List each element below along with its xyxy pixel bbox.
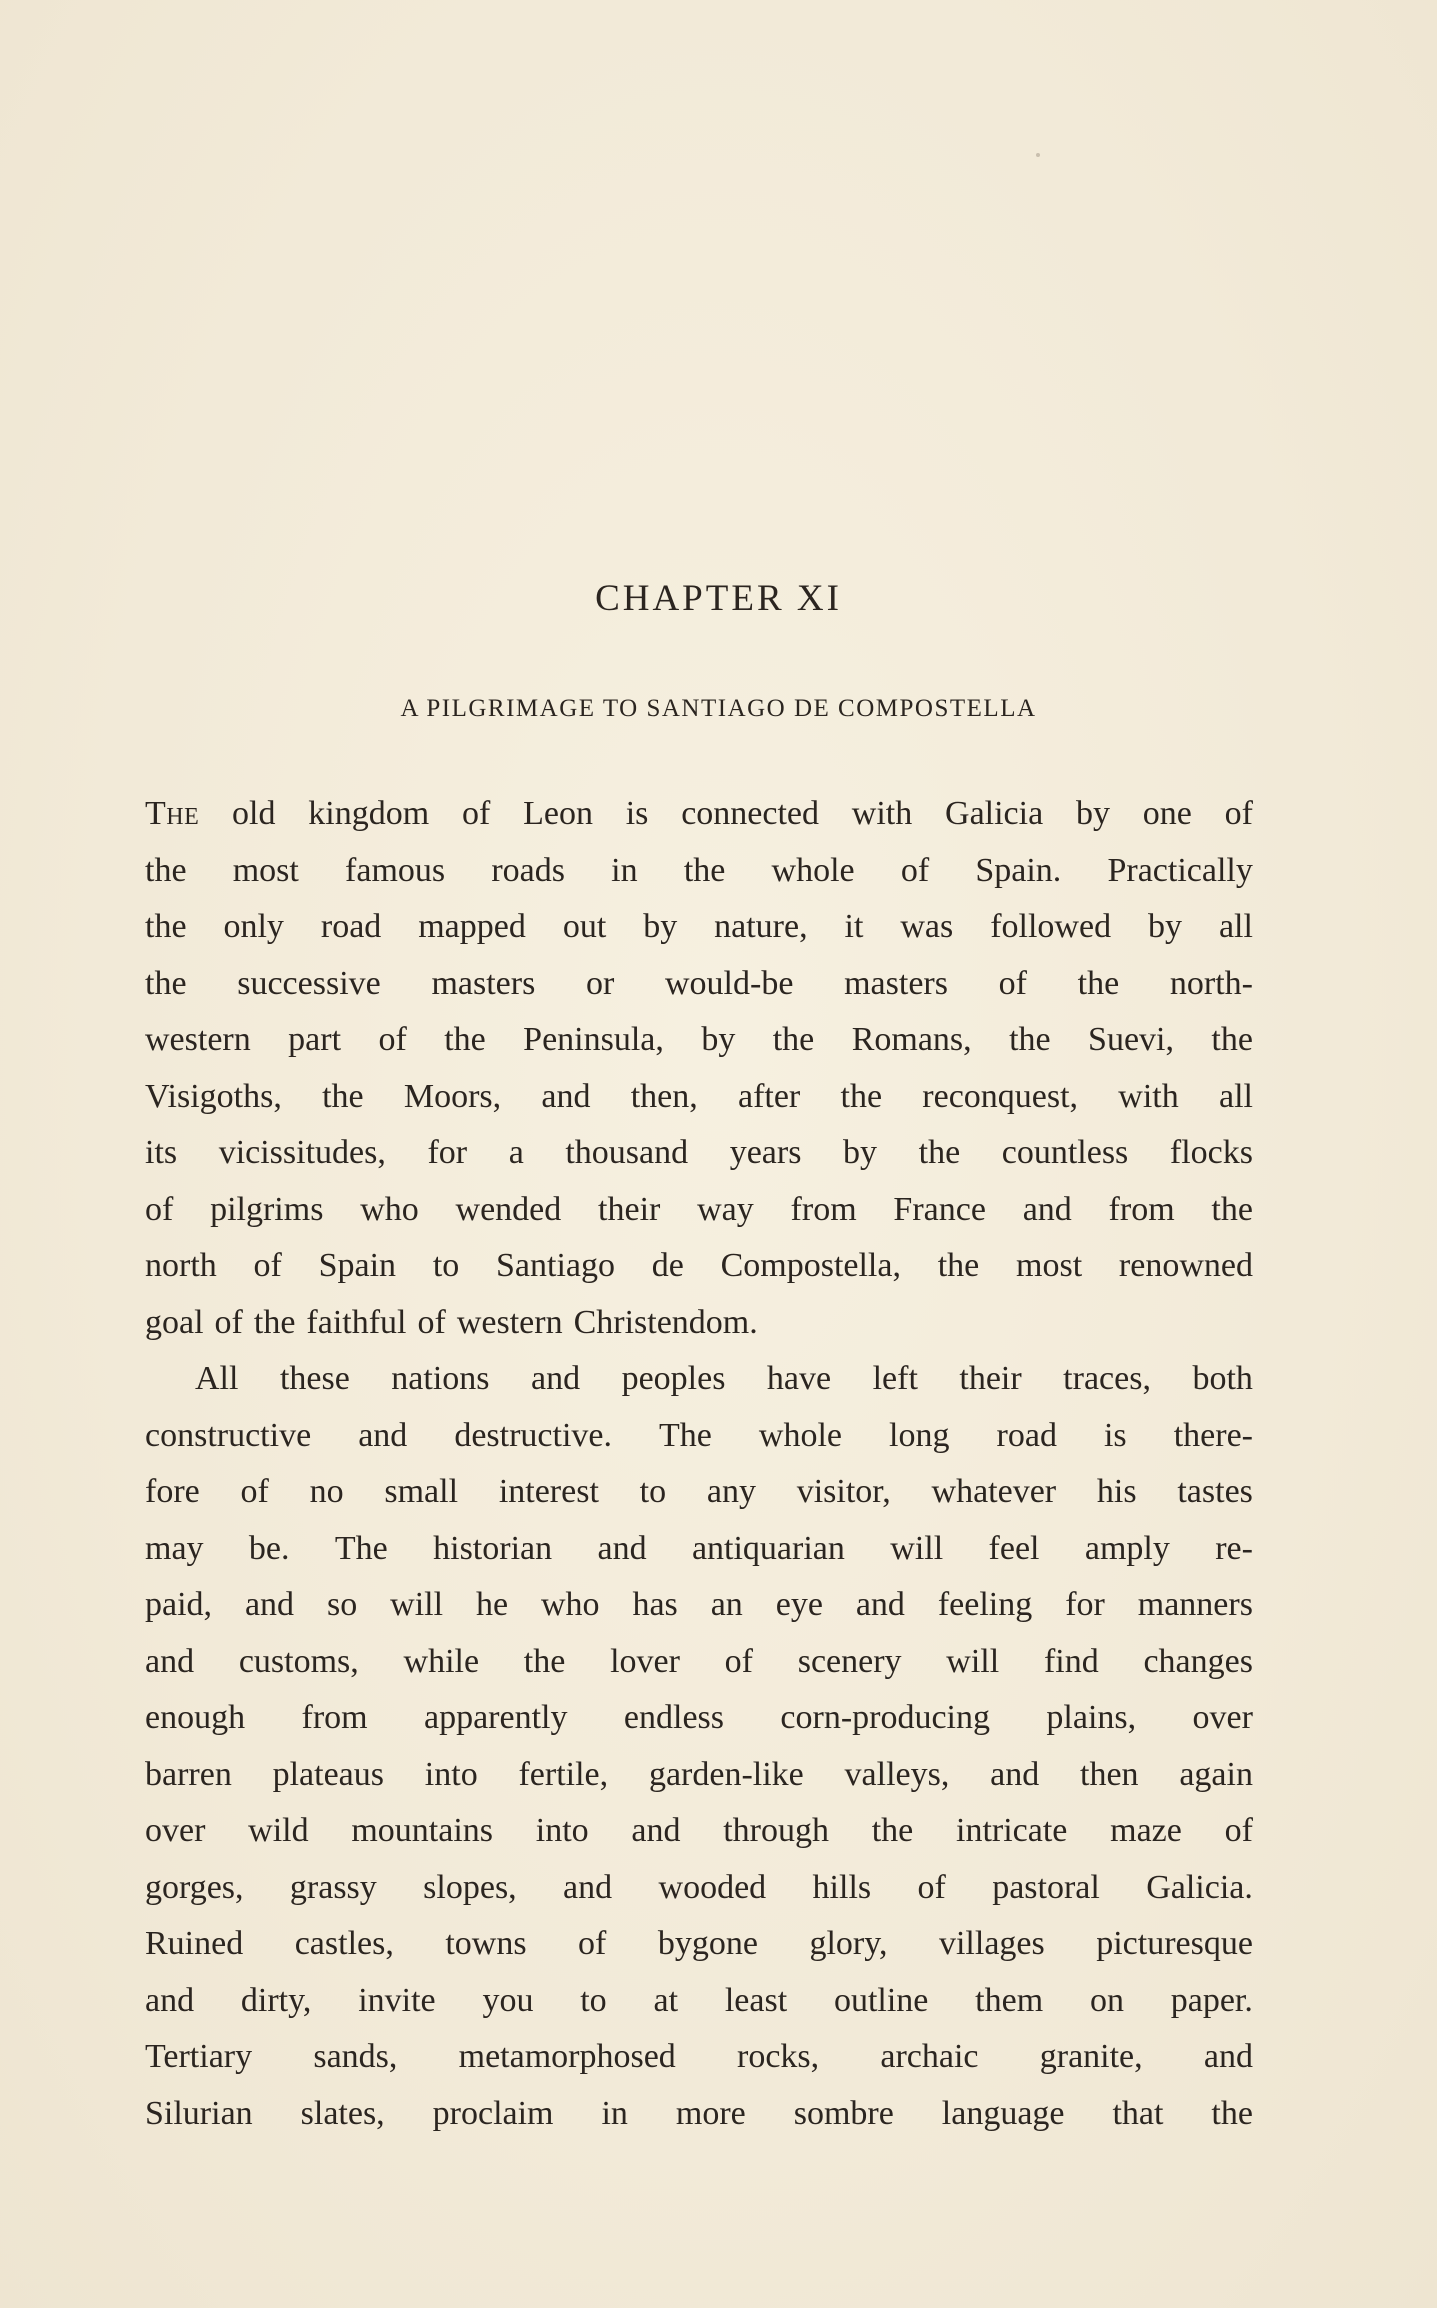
word: the xyxy=(871,1812,914,1849)
word: wild xyxy=(248,1812,309,1849)
word: and xyxy=(855,1586,905,1623)
word: by xyxy=(1148,908,1182,945)
word: endless xyxy=(623,1699,724,1736)
word: their xyxy=(959,1360,1022,1397)
word: small xyxy=(384,1473,459,1510)
word: Spain. xyxy=(975,851,1062,889)
word: corn-producing xyxy=(780,1699,991,1736)
word: barren xyxy=(145,1755,232,1793)
word: glory, xyxy=(809,1925,888,1962)
word: constructive xyxy=(145,1416,312,1454)
word: vicissitudes, xyxy=(218,1134,386,1171)
word: to xyxy=(639,1473,667,1510)
word: intricate xyxy=(956,1812,1068,1849)
word: of xyxy=(578,1925,607,1962)
word: and xyxy=(244,1586,295,1623)
text-line xyxy=(145,2086,1253,2143)
word: any xyxy=(706,1473,756,1510)
word: and xyxy=(145,1981,195,2019)
word: it xyxy=(844,908,864,945)
word: whatever xyxy=(931,1473,1057,1510)
word: the xyxy=(322,1077,364,1115)
word: Tertiary xyxy=(145,2038,253,2075)
word: metamorphosed xyxy=(458,2038,676,2075)
word: slates, xyxy=(300,2094,385,2132)
word: and xyxy=(541,1077,591,1115)
word: Compostella, xyxy=(720,1247,901,1284)
word: the xyxy=(145,851,187,889)
word: masters xyxy=(844,964,948,1002)
word: nations xyxy=(391,1360,490,1397)
chapter-title: CHAPTER XI xyxy=(595,578,842,619)
word: Romans, xyxy=(851,1021,972,1058)
word: of xyxy=(998,964,1027,1002)
word: or xyxy=(585,964,615,1002)
word: Christendom. xyxy=(573,1303,758,1341)
word: by xyxy=(1075,795,1110,832)
word: of xyxy=(214,1303,243,1341)
word: plains, xyxy=(1046,1699,1137,1736)
word: in xyxy=(611,851,638,889)
word: fertile, xyxy=(518,1755,609,1793)
word: of xyxy=(1224,795,1253,832)
word: peoples xyxy=(621,1360,726,1397)
word: them xyxy=(975,1981,1044,2019)
word: of xyxy=(900,851,930,889)
word: years xyxy=(729,1134,802,1171)
word: Visigoths, xyxy=(145,1077,282,1115)
opening-word: The xyxy=(145,795,200,832)
word: the xyxy=(145,964,187,1002)
word: out xyxy=(562,908,607,945)
word: and xyxy=(597,1529,647,1567)
word: to xyxy=(432,1247,460,1284)
word: pastoral xyxy=(992,1868,1100,1906)
word: long xyxy=(889,1416,950,1454)
word: nature, xyxy=(714,908,808,945)
word: part xyxy=(288,1021,342,1058)
word: castles, xyxy=(294,1925,394,1962)
paper-speck xyxy=(1036,153,1040,157)
text-line xyxy=(145,1577,1253,1634)
word: Silurian xyxy=(145,2094,253,2132)
word: sombre xyxy=(793,2094,894,2132)
word: Leon xyxy=(523,795,593,832)
word: then, xyxy=(630,1077,698,1115)
word: apparently xyxy=(424,1699,568,1736)
word: of xyxy=(417,1303,446,1341)
word: the xyxy=(937,1247,980,1284)
word: dirty, xyxy=(240,1981,312,2019)
word: interest xyxy=(498,1473,599,1510)
word: on xyxy=(1089,1981,1124,2019)
word: famous xyxy=(345,851,446,889)
text-line xyxy=(145,1860,1253,1917)
text-line xyxy=(145,1803,1253,1860)
word: and xyxy=(990,1755,1040,1793)
word: into xyxy=(424,1755,478,1793)
word: Galicia. xyxy=(1146,1868,1253,1906)
word: all xyxy=(1218,1077,1253,1115)
word: old xyxy=(232,795,276,832)
word: of xyxy=(1224,1812,1253,1849)
word: from xyxy=(301,1699,368,1736)
word: will xyxy=(390,1586,444,1623)
word: tastes xyxy=(1177,1473,1253,1510)
word: thousand xyxy=(565,1134,689,1171)
text-line xyxy=(145,1747,1253,1804)
word: connected xyxy=(681,795,819,832)
word: the xyxy=(1211,2094,1253,2132)
word: is xyxy=(1103,1416,1127,1454)
word: the xyxy=(253,1303,296,1341)
word: of xyxy=(724,1642,753,1680)
word: western xyxy=(456,1303,563,1341)
text-line xyxy=(145,1521,1253,1578)
text-line xyxy=(145,843,1253,900)
word: All xyxy=(195,1360,239,1397)
word: Ruined xyxy=(145,1925,244,1962)
text-line xyxy=(145,1012,1253,1069)
text-line xyxy=(145,1295,1253,1352)
word: for xyxy=(1065,1586,1105,1623)
word: to xyxy=(580,1981,607,2019)
word: these xyxy=(279,1360,350,1397)
text-line xyxy=(145,1069,1253,1126)
word: you xyxy=(482,1981,534,2019)
text-line xyxy=(145,1464,1253,1521)
word: into xyxy=(535,1812,589,1849)
word: is xyxy=(625,795,649,832)
word: Peninsula, xyxy=(523,1021,664,1058)
word: lover xyxy=(610,1642,680,1680)
word: of xyxy=(145,1190,174,1228)
word: over xyxy=(1192,1699,1253,1736)
word: there- xyxy=(1173,1416,1253,1454)
word: their xyxy=(598,1190,661,1228)
word: and xyxy=(563,1868,613,1906)
word: France xyxy=(893,1190,986,1228)
word: visitor, xyxy=(796,1473,891,1510)
word: de xyxy=(651,1247,684,1284)
word: would-be xyxy=(665,964,794,1002)
word: plateaus xyxy=(272,1755,385,1793)
word: roads xyxy=(491,851,565,889)
word: re- xyxy=(1215,1529,1253,1567)
word: mapped xyxy=(418,908,526,945)
word: flocks xyxy=(1169,1134,1253,1171)
word: the xyxy=(145,908,187,945)
word: was xyxy=(900,908,954,945)
word: and xyxy=(145,1642,195,1680)
chapter-subtitle: A PILGRIMAGE TO SANTIAGO DE COMPOSTELLA xyxy=(400,695,1037,722)
word: the xyxy=(1077,964,1120,1002)
text-line xyxy=(145,899,1253,956)
word: rocks, xyxy=(737,2038,820,2075)
word: feeling xyxy=(937,1586,1033,1623)
word: for xyxy=(427,1134,468,1171)
word: amply xyxy=(1084,1529,1170,1567)
text-line xyxy=(145,1182,1253,1239)
word: who xyxy=(540,1586,600,1623)
word: the xyxy=(772,1021,815,1058)
word: countless xyxy=(1001,1134,1129,1171)
word: with xyxy=(1118,1077,1179,1115)
word: proclaim xyxy=(432,2094,554,2132)
word: whole xyxy=(771,851,855,889)
word: so xyxy=(326,1586,358,1623)
text-line xyxy=(145,786,1253,843)
word: the xyxy=(918,1134,961,1171)
word: an xyxy=(710,1586,743,1623)
word: of xyxy=(253,1247,282,1284)
word: all xyxy=(1218,908,1253,945)
word: picturesque xyxy=(1096,1925,1253,1962)
word: in xyxy=(601,2094,628,2132)
word: faithful xyxy=(306,1303,407,1341)
word: the xyxy=(1211,1021,1253,1058)
word: masters xyxy=(431,964,536,1002)
word: find xyxy=(1043,1642,1099,1680)
word: villages xyxy=(938,1925,1045,1962)
text-line xyxy=(145,1125,1253,1182)
word: grassy xyxy=(289,1868,377,1906)
word: one xyxy=(1142,795,1192,832)
word: by xyxy=(843,1134,878,1171)
word: paid, xyxy=(145,1586,213,1623)
word: no xyxy=(309,1473,344,1510)
text-line xyxy=(145,1351,1253,1408)
word: reconquest, xyxy=(922,1077,1079,1115)
word: granite, xyxy=(1039,2038,1143,2075)
word: most xyxy=(1016,1247,1083,1284)
word: by xyxy=(643,908,678,945)
body-text xyxy=(145,786,1253,2142)
word: while xyxy=(403,1642,480,1680)
word: gorges, xyxy=(145,1868,244,1906)
word: who xyxy=(360,1190,419,1228)
word: by xyxy=(701,1021,736,1058)
word: a xyxy=(508,1134,524,1171)
word: that xyxy=(1112,2094,1164,2132)
word: bygone xyxy=(657,1925,758,1962)
word: at xyxy=(653,1981,679,2019)
word: from xyxy=(1108,1190,1175,1228)
word: successive xyxy=(237,964,381,1002)
word: invite xyxy=(358,1981,436,2019)
word: Practically xyxy=(1107,851,1253,889)
word: its xyxy=(145,1134,178,1171)
word: destructive. xyxy=(454,1416,612,1454)
word: renowned xyxy=(1118,1247,1253,1284)
word: may xyxy=(145,1529,204,1567)
word: antiquarian xyxy=(691,1529,845,1567)
word: be. xyxy=(248,1529,290,1567)
word: of xyxy=(240,1473,269,1510)
word: then xyxy=(1080,1755,1139,1793)
word: left xyxy=(872,1360,918,1397)
word: Santiago xyxy=(496,1247,615,1284)
word: the xyxy=(1211,1190,1253,1228)
word: with xyxy=(851,795,913,832)
text-line xyxy=(145,2029,1253,2086)
word: The xyxy=(334,1529,388,1567)
word: and xyxy=(1022,1190,1072,1228)
word: pilgrims xyxy=(210,1190,324,1228)
word: mountains xyxy=(351,1812,494,1849)
word: over xyxy=(145,1812,206,1849)
word: paper. xyxy=(1170,1981,1253,2019)
word: of xyxy=(461,795,491,832)
word: more xyxy=(675,2094,746,2132)
word: eye xyxy=(775,1586,823,1623)
word: Suevi, xyxy=(1088,1021,1174,1058)
word: manners xyxy=(1137,1586,1253,1623)
word: slopes, xyxy=(423,1868,517,1906)
word: fore xyxy=(145,1473,200,1510)
word: north xyxy=(145,1247,217,1284)
word: Spain xyxy=(318,1247,397,1284)
word: archaic xyxy=(880,2038,979,2075)
word: most xyxy=(232,851,299,889)
word: scenery xyxy=(797,1642,902,1680)
word: garden-like xyxy=(648,1755,804,1793)
word: historian xyxy=(433,1529,553,1567)
word: customs, xyxy=(238,1642,359,1680)
word: road xyxy=(320,908,382,945)
word: road xyxy=(996,1416,1057,1454)
word: valleys, xyxy=(844,1755,950,1793)
word: changes xyxy=(1143,1642,1253,1680)
word: feel xyxy=(988,1529,1040,1567)
word: the xyxy=(1009,1021,1051,1058)
word: the xyxy=(523,1642,566,1680)
word: and xyxy=(631,1812,681,1849)
word: whole xyxy=(758,1416,843,1454)
word: way xyxy=(697,1190,754,1228)
text-line xyxy=(145,1408,1253,1465)
word: goal xyxy=(145,1303,204,1341)
word: have xyxy=(766,1360,832,1397)
word: Galicia xyxy=(945,795,1044,832)
word: outline xyxy=(833,1981,929,2019)
word: hills xyxy=(812,1868,872,1906)
word: he xyxy=(475,1586,509,1623)
text-line xyxy=(145,1916,1253,1973)
word: from xyxy=(790,1190,857,1228)
word: kingdom xyxy=(308,795,430,832)
word: wooded xyxy=(658,1868,767,1906)
word: north- xyxy=(1169,964,1253,1002)
word: through xyxy=(723,1812,829,1849)
word: followed xyxy=(990,908,1112,945)
word: Moors, xyxy=(403,1077,502,1115)
word: and xyxy=(358,1416,408,1454)
word: only xyxy=(223,908,284,945)
word: both xyxy=(1192,1360,1253,1397)
word: and xyxy=(530,1360,581,1397)
word: will xyxy=(946,1642,1000,1680)
word: of xyxy=(917,1868,946,1906)
word: wended xyxy=(455,1190,562,1228)
word: sands, xyxy=(313,2038,398,2075)
word: the xyxy=(683,851,726,889)
word: of xyxy=(378,1021,407,1058)
word: and xyxy=(1203,2038,1253,2075)
word: enough xyxy=(145,1699,246,1736)
word: will xyxy=(890,1529,944,1567)
word: least xyxy=(724,1981,788,2019)
word: after xyxy=(737,1077,801,1115)
text-line xyxy=(145,1973,1253,2030)
word: the xyxy=(444,1021,486,1058)
word: has xyxy=(632,1586,678,1623)
text-line xyxy=(145,1634,1253,1691)
word: towns xyxy=(445,1925,527,1962)
text-line xyxy=(145,1238,1253,1295)
word: again xyxy=(1179,1755,1253,1793)
word: language xyxy=(941,2094,1065,2132)
word: his xyxy=(1096,1473,1137,1510)
word: traces, xyxy=(1063,1360,1151,1397)
word: maze xyxy=(1110,1812,1182,1849)
word: the xyxy=(840,1077,883,1115)
text-line xyxy=(145,956,1253,1013)
word: western xyxy=(145,1021,251,1058)
word: The xyxy=(659,1416,712,1454)
text-line xyxy=(145,1690,1253,1747)
